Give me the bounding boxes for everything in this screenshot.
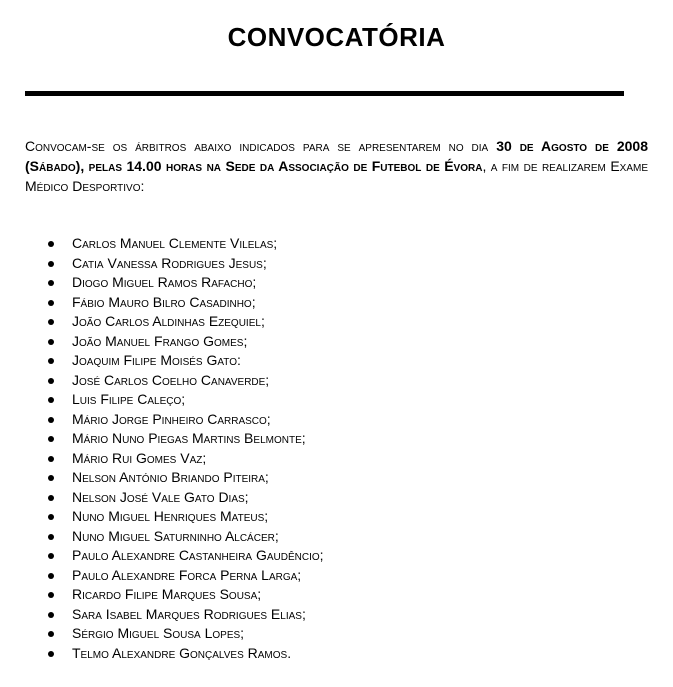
referee-name: Carlos Manuel Clemente Vilelas; [72, 235, 278, 251]
bullet-icon [48, 514, 54, 520]
referee-list-item [48, 605, 324, 625]
referee-list-item [48, 293, 324, 313]
bullet-icon [48, 241, 54, 247]
referee-list-item [48, 566, 324, 586]
intro-text-4: , a fim de realizarem Exame Médico Desportivo: [25, 158, 648, 194]
intro-text-1: Convocam-se os árbitros abaixo indicados para se apresentarem no dia [25, 138, 497, 154]
referee-name: João Carlos Aldinhas Ezequiel; [72, 313, 265, 329]
bullet-icon [48, 358, 54, 364]
title-divider [25, 91, 624, 96]
bullet-icon [48, 436, 54, 442]
bullet-icon [48, 534, 54, 540]
bullet-icon [48, 397, 54, 403]
referee-list-item [48, 410, 324, 430]
referee-name: Nelson António Briando Piteira; [72, 469, 269, 485]
referee-name: Luis Filipe Caleço; [72, 391, 186, 407]
referee-list-item [48, 351, 324, 371]
bullet-icon [48, 280, 54, 286]
referee-name: Nuno Miguel Henriques Mateus; [72, 508, 269, 524]
referee-name: José Carlos Coelho Canaverde; [72, 371, 270, 388]
referee-list-item [48, 390, 324, 410]
referee-name: Paulo Alexandre Castanheira Gaudêncio; [72, 547, 324, 563]
bullet-icon [48, 319, 54, 325]
intro-time: 14.00 [126, 158, 162, 174]
referee-list-item [48, 644, 324, 664]
intro-paragraph [25, 136, 648, 196]
referee-name: Ricardo Filipe Marques Sousa; [72, 586, 262, 602]
referee-list-item [48, 449, 324, 469]
intro-text-3: horas na [161, 158, 226, 174]
referee-name: Diogo Miguel Ramos Rafacho; [72, 274, 257, 290]
intro-date: 30 de Agosto de 2008 (Sábado) [25, 138, 649, 174]
referee-name: Sara Isabel Marques Rodrigues Elias; [72, 605, 306, 622]
bullet-icon [48, 456, 54, 462]
referee-name: João Manuel Frango Gomes; [72, 332, 248, 349]
bullet-icon [48, 592, 54, 598]
referee-list-item [48, 624, 324, 644]
referee-list-item [48, 254, 324, 274]
intro-text-2: , pelas [80, 158, 127, 174]
referee-name: Paulo Alexandre Forca Perna Larga; [72, 566, 302, 583]
referee-name: Catia Vanessa Rodrigues Jesus; [72, 254, 267, 271]
referee-name: Nelson José Vale Gato Dias; [72, 488, 249, 505]
referee-name: Fábio Mauro Bilro Casadinho; [72, 293, 256, 310]
referee-list-item [48, 527, 324, 547]
bullet-icon [48, 417, 54, 423]
bullet-icon [48, 495, 54, 501]
referee-name: Nuno Miguel Saturninho Alcácer; [72, 527, 279, 544]
referee-list-item [48, 312, 324, 332]
referee-name: Joaquim Filipe Moisés Gato: [72, 352, 241, 368]
referee-name: Mário Nuno Piegas Martins Belmonte; [72, 430, 306, 446]
referee-list-item [48, 546, 324, 566]
bullet-icon [48, 651, 54, 657]
bullet-icon [48, 300, 54, 306]
intro-place: Sede da Associação de Futebol de Évora [225, 158, 483, 174]
referee-list-item [48, 507, 324, 527]
referee-list-item [48, 273, 324, 293]
referee-list-item [48, 468, 324, 488]
page-title: CONVOCATÓRIA [227, 22, 446, 52]
referee-list-item [48, 585, 324, 605]
referee-list-item [48, 429, 324, 449]
referee-name: Mário Rui Gomes Vaz; [72, 449, 207, 466]
referee-list-item [48, 371, 324, 391]
referee-list-item [48, 234, 324, 254]
referee-name: Telmo Alexandre Gonçalves Ramos. [72, 644, 292, 661]
bullet-icon [48, 553, 54, 559]
referee-name: Sérgio Miguel Sousa Lopes; [72, 625, 245, 641]
bullet-icon [48, 631, 54, 637]
bullet-icon [48, 573, 54, 579]
bullet-icon [48, 612, 54, 618]
bullet-icon [48, 339, 54, 345]
bullet-icon [48, 378, 54, 384]
referee-list-item [48, 332, 324, 352]
referee-name: Mário Jorge Pinheiro Carrasco; [72, 410, 271, 427]
referee-list [48, 234, 324, 663]
bullet-icon [48, 475, 54, 481]
bullet-icon [48, 261, 54, 267]
referee-list-item [48, 488, 324, 508]
